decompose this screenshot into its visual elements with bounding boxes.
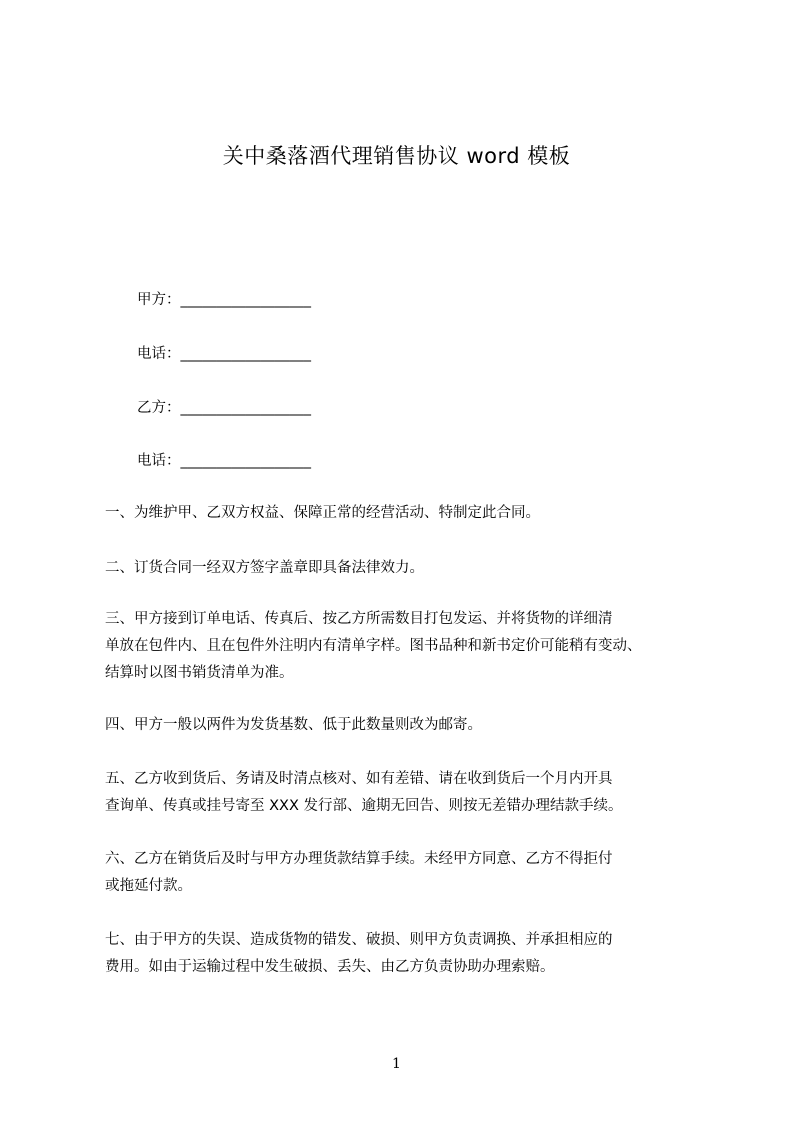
clause-6-line-1: 六、乙方在销货后及时与甲方办理货款结算手续。未经甲方同意、乙方不得拒付 <box>105 851 613 867</box>
clause-5-line-2: 查询单、传真或挂号寄至 XXX 发行部、逾期无回告、则按无差错办理结款手续。 <box>105 798 623 814</box>
clause-1 <box>105 500 701 527</box>
clause-5 <box>105 766 701 820</box>
clause-2 <box>105 555 701 582</box>
clause-6 <box>105 846 701 900</box>
clause-6-line-2: 或拖延付款。 <box>105 878 192 894</box>
party-a-field: 甲方：__________________ <box>137 292 311 308</box>
clause-7 <box>105 927 701 981</box>
clause-7-line-2: 费用。如由于运输过程中发生破损、丢失、由乙方负责协助办理索赔。 <box>105 959 555 975</box>
clause-2-line-1: 二、订货合同一经双方签字盖章即具备法律效力。 <box>105 560 424 576</box>
party-b-field: 乙方：__________________ <box>137 400 311 416</box>
clause-3-line-3: 结算时以图书销货清单为准。 <box>105 665 294 681</box>
clause-4-line-1: 四、甲方一般以两件为发货基数、低于此数量则改为邮寄。 <box>105 717 482 733</box>
clause-4 <box>105 712 701 739</box>
clause-7-line-1: 七、由于甲方的失误、造成货物的错发、破损、则甲方负责调换、并承担相应的 <box>105 932 613 948</box>
clause-3 <box>105 606 701 687</box>
clause-1-line-1: 一、为维护甲、乙双方权益、保障正常的经营活动、特制定此合同。 <box>105 505 540 521</box>
document-title: 关中桑落酒代理销售协议 word 模板 <box>222 144 571 168</box>
page-number: 1 <box>392 1056 401 1072</box>
clause-3-line-2: 单放在包件内、且在包件外注明内有清单字样。图书品种和新书定价可能稍有变动、 <box>105 638 642 654</box>
clause-5-line-1: 五、乙方收到货后、务请及时清点核对、如有差错、请在收到货后一个月内开具 <box>105 771 613 787</box>
clause-3-line-1: 三、甲方接到订单电话、传真后、按乙方所需数目打包发运、并将货物的详细清 <box>105 611 613 627</box>
party-b-phone-field: 电话：__________________ <box>137 453 311 469</box>
party-a-phone-field: 电话：__________________ <box>137 346 311 362</box>
